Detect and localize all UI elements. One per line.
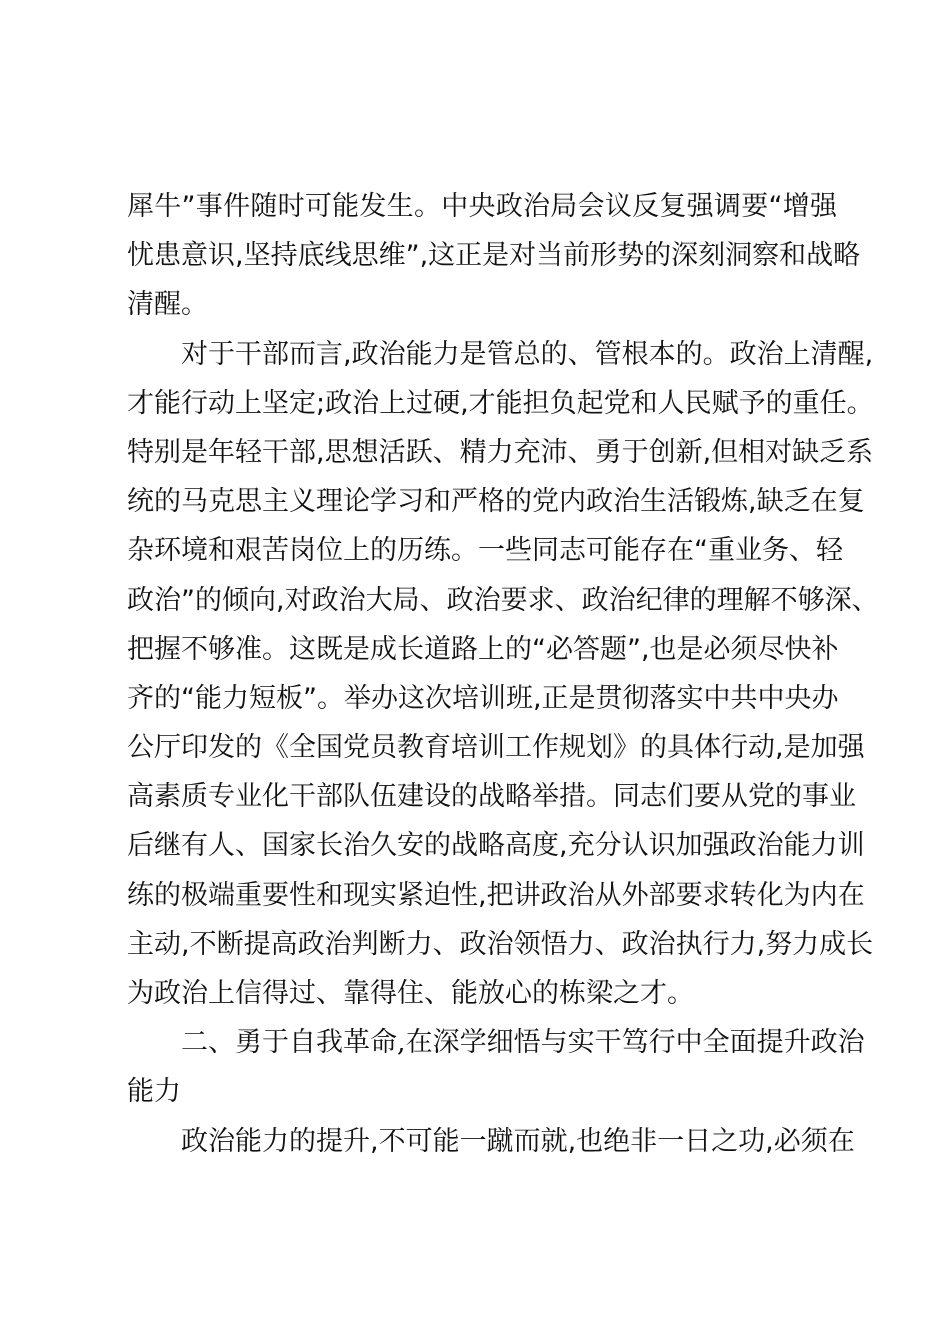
paragraph-line: 杂环境和艰苦岗位上的历练。一些同志可能存在“重业务、轻 [127,535,843,567]
paragraph-line: 忧患意识,坚持底线思维”,这正是对当前形势的深刻洞察和战略 [127,240,861,272]
paragraph-line: 把握不够准。这既是成长道路上的“必答题”,也是必须尽快补 [127,633,839,665]
paragraph-line: 后继有人、国家长治久安的战略高度,充分认识加强政治能力训 [127,830,865,862]
paragraph-line: 齐的“能力短板”。举办这次培训班,正是贯彻落实中共中央办 [127,682,839,714]
paragraph-line: 统的马克思主义理论学习和严格的党内政治生活锻炼,缺乏在复 [127,486,865,518]
paragraph-line: 犀牛”事件随时可能发生。中央政治局会议反复强调要“增强 [127,191,837,222]
paragraph-line: 练的极端重要性和现实紧迫性,把讲政治从外部要求转化为内在 [127,879,865,911]
paragraph-line: 对于干部而言,政治能力是管总的、管根本的。政治上清醒, [181,338,874,370]
paragraph-line: 才能行动上坚定;政治上过硬,才能担负起党和人民赋予的重任。 [127,387,874,419]
section-heading-line: 二、勇于自我革命,在深学细悟与实干笃行中全面提升政治 [181,1027,865,1059]
paragraph-line: 政治”的倾向,对政治大局、政治要求、政治纪律的理解不够深、 [127,584,879,616]
paragraph-line: 为政治上信得过、靠得住、能放心的栋梁之才。 [127,978,694,1009]
document-body [127,182,879,1166]
paragraph-line: 高素质专业化干部队伍建设的战略举措。同志们要从党的事业 [127,781,856,813]
paragraph-line: 政治能力的提升,不可能一蹴而就,也绝非一日之功,必须在 [181,1125,855,1157]
paragraph-line: 公厅印发的《全国党员教育培训工作规划》的具体行动,是加强 [127,732,865,764]
paragraph-line: 主动,不断提高政治判断力、政治领悟力、政治执行力,努力成长 [127,928,874,960]
paragraph-line: 清醒。 [127,289,208,321]
section-heading-line: 能力 [127,1076,181,1108]
paragraph-line: 特别是年轻干部,思想活跃、精力充沛、勇于创新,但相对缺乏系 [127,436,874,468]
